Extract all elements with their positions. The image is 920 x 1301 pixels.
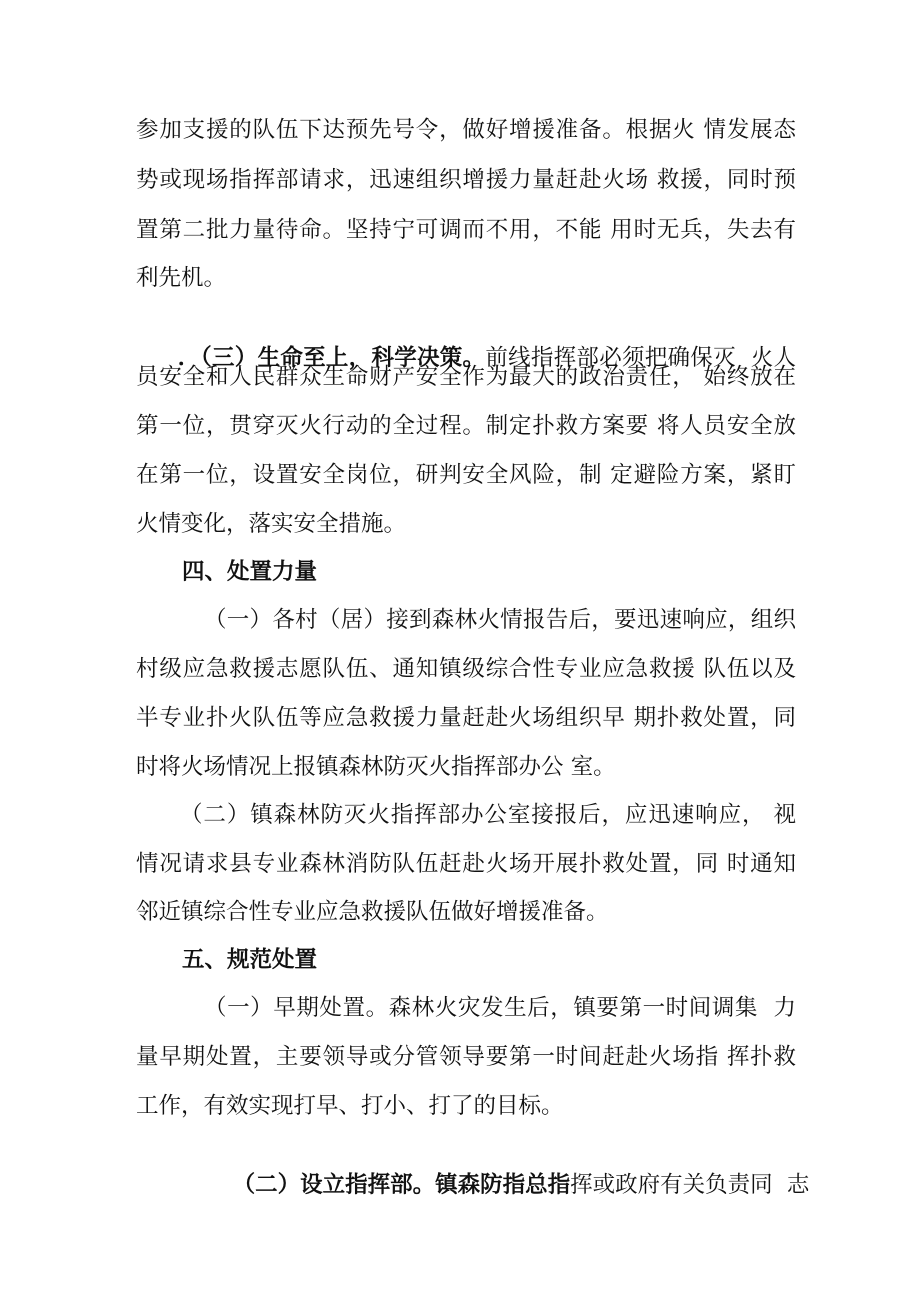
paragraph-line: 参加支援的队伍下达预先号令，做好增援准备。根据火 情发展态 bbox=[136, 117, 796, 143]
paragraph-line: 第一位，贯穿灭火行动的全过程。制定扑救方案要 将人员安全放 bbox=[136, 413, 796, 439]
paragraph-line: 火情变化，落实安全措施。 bbox=[136, 511, 407, 537]
section-heading: （二）设立指挥部。镇森防指总指 bbox=[232, 1172, 571, 1198]
paragraph-line: 利先机。 bbox=[136, 265, 227, 291]
paragraph-line: 邻近镇综合性专业应急救援队伍做好增援准备。 bbox=[136, 899, 609, 925]
paragraph-line: 工作，有效实现打早、打小、打了的目标。 bbox=[136, 1093, 564, 1119]
paragraph-text: 挥或政府有关负责同 志 bbox=[570, 1172, 810, 1198]
paragraph-line: （一）各村（居）接到森林火情报告后，要迅速响应，组织 bbox=[204, 607, 796, 633]
paragraph-line: （二）镇森林防灭火指挥部办公室接报后，应迅速响应， 视 bbox=[180, 802, 796, 828]
paragraph-line: 情况请求县专业森林消防队伍赶赴火场开展扑救处置，同 时通知 bbox=[136, 851, 796, 877]
paragraph-line: 半专业扑火队伍等应急救援力量赶赴火场组织早 期扑救处置，同 bbox=[136, 705, 796, 731]
paragraph-line bbox=[204, 1140, 810, 1198]
paragraph-line: 势或现场指挥部请求，迅速组织增援力量赶赴火场 救援，同时预 bbox=[136, 167, 796, 193]
paragraph-line: （一）早期处置。森林火灾发生后，镇要第一时间调集 力 bbox=[204, 995, 796, 1021]
paragraph-line: 在第一位，设置安全岗位，研判安全风险，制 定避险方案，紧盯 bbox=[136, 462, 796, 488]
paragraph-line: 时将火场情况上报镇森林防灭火指挥部办公 室。 bbox=[136, 754, 616, 780]
paragraph-line: 量早期处置，主要领导或分管领导要第一时间赶赴火场指 挥扑救 bbox=[136, 1044, 796, 1070]
paragraph-text: 前线指挥部必须把确保灭 火人 bbox=[485, 345, 796, 371]
paragraph-line: 员安全和人民群众生命财产安全作为最大的政治责任， 始终放在 bbox=[136, 364, 796, 390]
paragraph-line: 置第二批力量待命。坚持宁可调而不用，不能 用时无兵，失去有 bbox=[136, 217, 796, 243]
section-heading: ．（三）生命至上，科学决策。 bbox=[177, 345, 486, 371]
paragraph-line: 村级应急救援志愿队伍、通知镇级综合性专业应急救援 队伍以及 bbox=[136, 656, 796, 682]
section-3-line bbox=[148, 313, 796, 371]
section-heading: 四、处置力量 bbox=[182, 559, 318, 585]
section-heading: 五、规范处置 bbox=[182, 947, 318, 973]
